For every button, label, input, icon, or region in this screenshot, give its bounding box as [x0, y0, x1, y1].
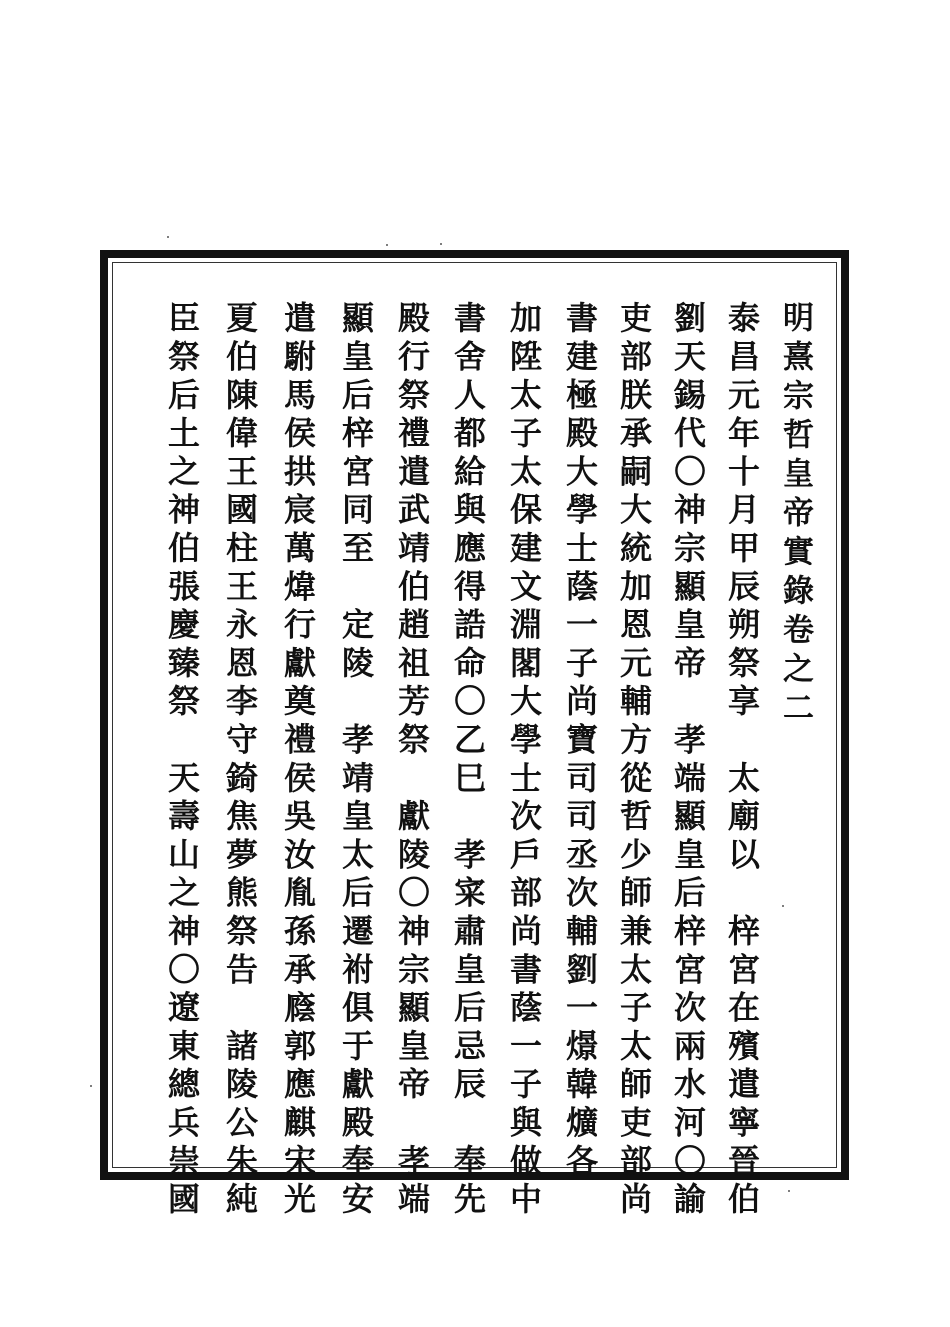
scan-speck — [90, 1085, 92, 1087]
text-column-1: 泰昌元年十月甲辰朔祭享 太廟以 梓宮在殯遣寧晉伯 — [723, 301, 761, 1221]
scan-speck — [782, 905, 784, 907]
text-column-9: 遣駙馬侯拱宸萬煒行獻奠禮侯吳汝胤孫承廕郭應麒宋光 — [279, 301, 317, 1221]
volume-title: 明熹宗哲皇帝實錄卷之二 — [777, 301, 813, 730]
text-column-6: 書舍人都給與應得誥命〇乙巳 孝寀肅皇后忌辰 奉先 — [449, 301, 487, 1221]
text-column-10: 夏伯陳偉王國柱王永恩李守錡焦夢熊祭告 諸陵公朱純 — [221, 301, 259, 1221]
text-column-5: 加陞太子太保建文淵閣大學士次戶部尚書蔭一子與做中 — [505, 301, 543, 1221]
text-column-7: 殿行祭禮遣武靖伯趙祖芳祭 獻陵〇神宗顯皇帝 孝端 — [393, 301, 431, 1221]
text-column-8: 顯皇后梓宮同至 定陵 孝靖皇太后遷祔俱于獻殿奉安 — [337, 301, 375, 1221]
text-column-3: 吏部朕承嗣大統加恩元輔方從哲少師兼太子太師吏部尚 — [615, 301, 653, 1221]
text-column-11: 臣祭后土之神伯張慶臻祭 天壽山之神〇遼東總兵崇國 — [163, 301, 201, 1221]
scan-speck — [788, 1190, 790, 1192]
text-column-2: 劉天錫代〇神宗顯皇帝 孝端顯皇后梓宮次兩水河〇諭 — [669, 301, 707, 1221]
text-column-4: 書建極殿大學士蔭一子尚寶司司丞次輔劉一燝韓爌各 — [561, 301, 599, 1182]
scan-speck — [440, 243, 442, 245]
scan-speck — [386, 244, 388, 246]
text-frame — [100, 250, 849, 1221]
scan-speck — [167, 236, 169, 238]
